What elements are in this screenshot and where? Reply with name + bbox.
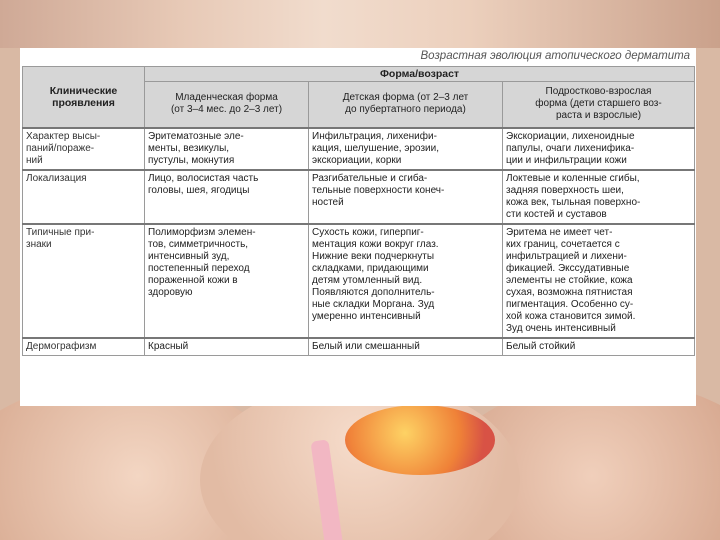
table-cell: Инфильтрация, лихенифи- кация, шелушение, эрозии, экскориации, корки — [309, 128, 503, 170]
row-label: Типичные при- знаки — [23, 224, 145, 338]
table-cell: Полиморфизм элемен- тов, симметричность, интенсивный зуд, постепенный переход пораженной кожи в здоровую — [145, 224, 309, 338]
table-cell: Белый или смешанный — [309, 338, 503, 356]
header-col-infant: Младенческая форма (от 3–4 мес. до 2–3 лет) — [145, 82, 309, 128]
row-label: Локализация — [23, 170, 145, 224]
header-clinical: Клинические проявления — [23, 67, 145, 128]
table-cell: Экскориации, лихеноидные папулы, очаги лихенифика- ции и инфильтрации кожи — [503, 128, 695, 170]
table-cell: Сухость кожи, гиперпиг- ментация кожи вокруг глаз. Нижние веки подчеркнуты складками, придающими детям утомленный вид. Появляются дополнитель- ные складки Моргана. Зуд умеренно интенсивный — [309, 224, 503, 338]
table-cell: Эритема не имеет чет- ких границ, сочетается с инфильтрацией и лихени- фикацией. Экссудативные элементы не стойкие, кожа сухая, возможна пятнистая пигментация. Особенно су- хой кожа становится зимой. Зуд очень интенсивный — [503, 224, 695, 338]
header-col-child: Детская форма (от 2–3 лет до пубертатного периода) — [309, 82, 503, 128]
table-cell: Локтевые и коленные сгибы, задняя поверхность шеи, кожа век, тыльная поверхно- сти костей и суставов — [503, 170, 695, 224]
photo-top-strip — [0, 0, 720, 48]
document-panel — [20, 48, 696, 406]
row-label: Дермографизм — [23, 338, 145, 356]
dermatitis-table — [22, 66, 695, 356]
table-cell: Красный — [145, 338, 309, 356]
table-header-row-1 — [23, 67, 695, 82]
table-row — [23, 128, 695, 170]
header-col-adult: Подростково-взрослая форма (дети старшего воз- раста и взрослые) — [503, 82, 695, 128]
row-label: Характер высы- паний/пораже- ний — [23, 128, 145, 170]
table-row — [23, 338, 695, 356]
table-row — [23, 224, 695, 338]
table-cell: Белый стойкий — [503, 338, 695, 356]
table-cell: Эритематозные эле- менты, везикулы, пустулы, мокнутия — [145, 128, 309, 170]
table-cell: Разгибательные и сгиба- тельные поверхности конеч- ностей — [309, 170, 503, 224]
table-row — [23, 170, 695, 224]
document-title: Возрастная эволюция атопического дерматита — [420, 50, 690, 62]
table-cell: Лицо, волосистая часть головы, шея, ягодицы — [145, 170, 309, 224]
header-group: Форма/возраст — [145, 67, 695, 82]
lollipop-candy — [345, 405, 495, 475]
